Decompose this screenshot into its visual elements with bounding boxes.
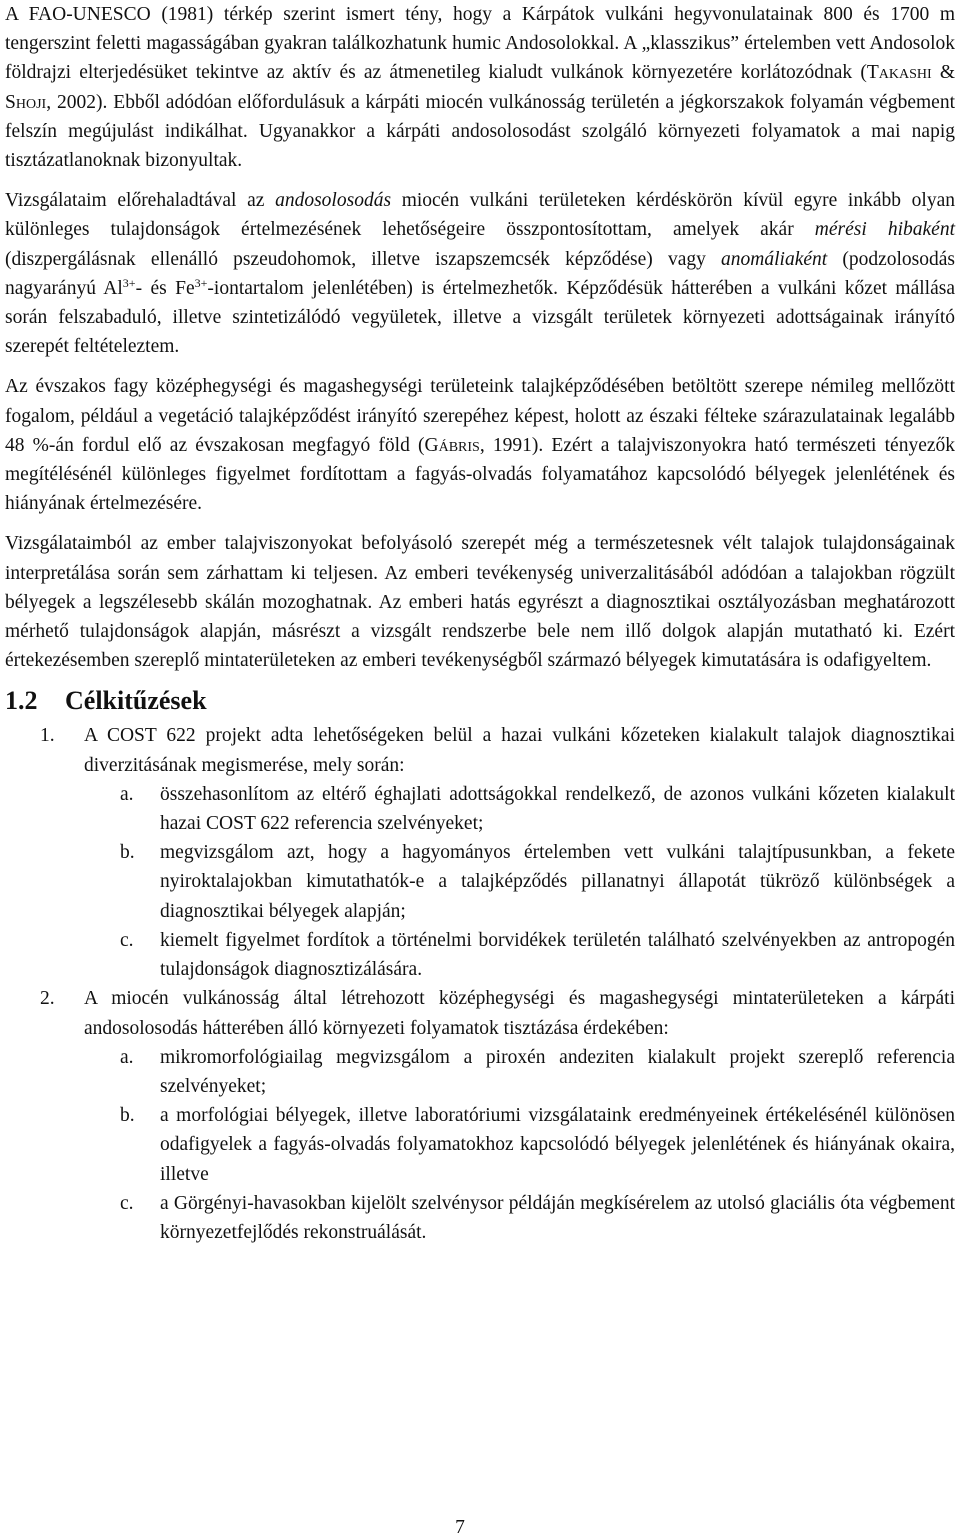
sub-list-marker: c. xyxy=(120,929,134,951)
sub-list-item xyxy=(5,1189,955,1247)
page-number: 7 xyxy=(455,1517,465,1538)
superscript-al-charge: 3+ xyxy=(122,275,136,290)
list-item xyxy=(5,721,955,779)
sub-list-marker: a. xyxy=(120,1046,134,1068)
emphasis-anomaliakent: anomáliaként xyxy=(721,248,828,270)
paragraph-seasonal-frost: Az évszakos fagy középhegységi és magashegységi területeink talajképződésében betöltött szerepe némileg mellőzött fogalom, például a vegetáció talajképződést irányító szerepéhez képest, holott az északi félteke szárazulatainak legalább 48 %-án fordul elő az évszakosan megfagyó föld (Gábris, 1991). Ezért a talajviszonyokra ható természeti tényezők megítélésénél különleges figyelmet fordítottam a fagyás-olvadás folyamatához kapcsolódó bélyegek jelenlétének és hiányának értelmezésére. xyxy=(5,376,956,515)
sub-list-item xyxy=(5,1043,955,1101)
sub-list-item-text: megvizsgálom azt, hogy a hagyományos értelemben vett vulkáni talajtípusunkban, a fekete nyiroktalajokban kimutathatók-e a talajképződés pillanatnyi állapotát tükröző különbségek a diagnosztikai bélyegek alapján; xyxy=(160,842,955,922)
paragraph-special-properties: Vizsgálataim előrehaladtával az andosolosodás miocén vulkáni területeken kérdéskörön kívül egyre inkább olyan különleges tulajdonságok értelmezésének lehetőségeire összpontosítottam, amelyek akár mérési hibaként (diszpergálásnak ellenálló pszeudohomok, illetve iszapszemcsék képződése) vagy anomáliaként (podzolosodás nagyarányú $Al^{3+}-$ és $Fe^{3+}$-iontartalom jelenlétében) is értelmezhetők. Képződésük hátterében a vulkáni kőzet mállása során felszabaduló, illetve szintetizálódó vegyületek, illetve a vizsgált területek környezeti adottságainak irányító szerepét feltételeztem. xyxy=(5,190,956,358)
sub-list-item-text: összehasonlítom az eltérő éghajlati adottságokkal rendelkező, de azonos vulkáni kőzeten kialakult hazai COST 622 referencia szelvényeket; xyxy=(160,783,955,835)
superscript-fe-charge: 3+ xyxy=(194,275,208,290)
list-marker: 2. xyxy=(40,988,55,1010)
sub-list-item xyxy=(5,838,955,926)
list-item-text: A miocén vulkánosság által létrehozott középhegységi és magashegységi mintaterületeken a kárpáti andosolosodás hátterében álló környezeti folyamatok tisztázása érdekében: xyxy=(84,988,955,1039)
list-item-text: A COST 622 projekt adta lehetőségeken belül a hazai vulkáni kőzeteken kialakult talajok diagnosztikai diverzitásának megismerése, mely során: xyxy=(84,725,955,776)
author-name-shoji: hoji xyxy=(15,91,47,113)
sub-list-marker: a. xyxy=(120,783,134,805)
list-item xyxy=(5,984,955,1042)
sub-list-item xyxy=(5,926,955,984)
sub-list-item-text: kiemelt figyelmet fordítok a történelmi borvidékek területén található szelvényekben az antropogén tulajdonságok diagnosztizálására. xyxy=(160,929,955,981)
section-number: 1.2 xyxy=(5,686,38,716)
paragraph-human-influence: Vizsgálataimból az ember talajviszonyokat befolyásoló szerepét még a természetesnek vélt talajok tulajdonságainak interpretálása során sem zárhattam ki teljesen. Az emberi tevékenység univerzalitásából adódóan a talajokban rögzült bélyegek a legszélesebb skálán mozoghatnak. Az emberi hatás egyrészt a diagnosztikai osztályozásban meghatározott mérhető tulajdonságok alapján, másrészt a vizsgált rendszerbe bele nem illő dolgok alapján mutatható ki. Ezért értekezésemben szereplő mintaterületeken az emberi tevékenységből származó bélyegek kimutatására is odafigyeltem. xyxy=(5,533,955,672)
author-name-gabris: ábris xyxy=(438,434,480,456)
emphasis-meresi-hibakent: mérési hibaként xyxy=(814,219,955,241)
page-content xyxy=(5,0,955,1247)
sub-list-item xyxy=(5,1101,955,1189)
emphasis-andosolosodas: andosolosodás xyxy=(275,190,392,212)
paragraph-andosol-occurrence: A FAO-UNESCO (1981) térkép szerint ismert tény, hogy a Kárpátok vulkáni hegyvonulatainak 800 és 1700 m tengerszint feletti magasságában gyakran találkozhatunk humic Andosolokkal. A „klasszikus” értelemben vett Andosolok földrajzi elterjedésüket tekintve az aktív és az átmenetileg kialudt vulkánok környezetére korlátozódnak (Takashi & Shoji, 2002). Ebből adódóan előfordulásuk a kárpáti miocén vulkánosság területén a jégkorszakok folyamán végbement felszín megújulást indikálhat. Ugyanakkor a kárpáti andosolosodást szolgáló környezeti folyamatok a mai napig tisztázatlanoknak bizonyultak. xyxy=(5,4,955,172)
sub-list-item-text: mikromorfológiailag megvizsgálom a piroxén andeziten kialakult projekt szereplő referencia szelvényeket; xyxy=(160,1046,955,1097)
sub-list-marker: b. xyxy=(120,842,135,864)
author-name-takashi: akashi xyxy=(878,62,932,84)
sub-list-item xyxy=(5,780,955,838)
sub-list-item-text: a morfológiai bélyegek, illetve laboratóriumi vizsgálataink eredményeinek értékelésénél különösen odafigyelek a fagyás-olvadás folyamatokhoz kapcsolódó bélyegek jelenlétének és hiányának okaira, illetve xyxy=(160,1105,955,1185)
section-heading xyxy=(5,675,955,721)
sub-list-marker: b. xyxy=(120,1105,135,1127)
section-title: Célkitűzések xyxy=(65,686,207,716)
list-marker: 1. xyxy=(40,725,55,747)
sub-list-item-text: a Görgényi-havasokban kijelölt szelvénysor példáján megkísérelem az utolsó glaciális óta végbement környezetfejlődés rekonstruálását. xyxy=(160,1192,955,1243)
sub-list-marker: c. xyxy=(120,1192,134,1214)
objectives-list xyxy=(5,721,955,1247)
